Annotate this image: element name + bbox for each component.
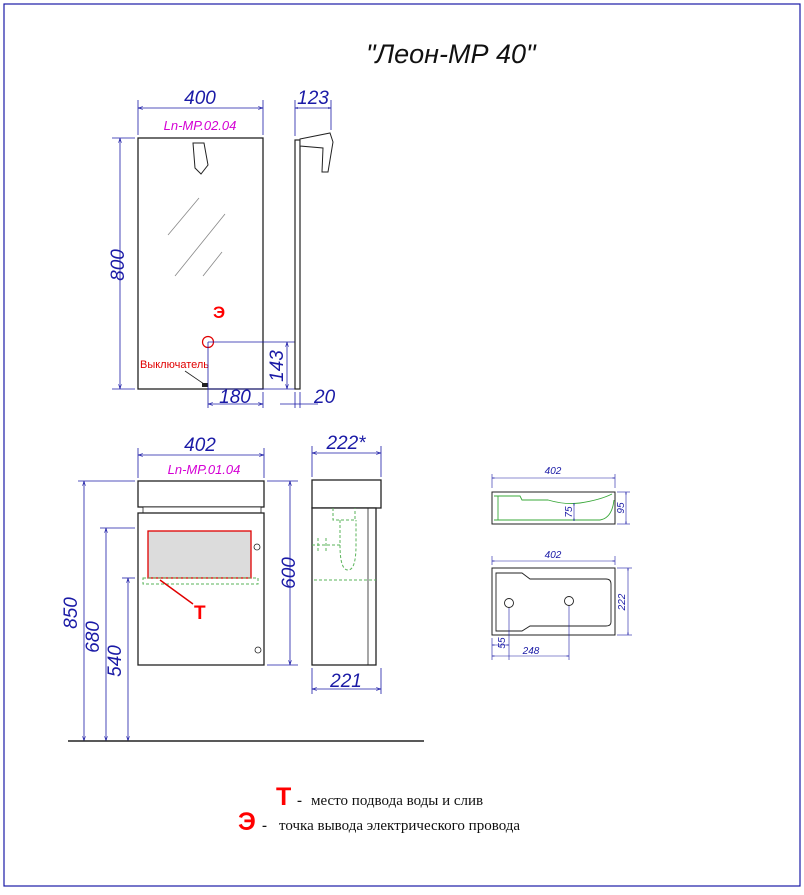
page-border — [4, 4, 800, 886]
legend-separator: - — [262, 818, 267, 834]
mirror-front-view — [108, 88, 295, 408]
socket-height-label: 143 — [267, 350, 288, 382]
cabinet-side-body — [312, 508, 376, 665]
switch-label: Выключатель — [140, 359, 210, 371]
sink-bowl-depth-label: 75 — [564, 506, 575, 518]
hole-offset-label: 55 — [497, 637, 508, 649]
legend-marker-water: Т — [276, 783, 292, 811]
cabinet-depth-bottom-label: 221 — [330, 671, 362, 692]
drain-offset-label: 248 — [522, 646, 540, 657]
sink-side — [312, 480, 381, 508]
cabinet-side-view — [312, 433, 381, 694]
cabinet-code: Ln-MP.01.04 — [167, 462, 241, 477]
cabinet-width-label: 402 — [184, 435, 216, 456]
water-marker-label: Т — [194, 603, 206, 624]
legend-item-electric — [238, 808, 520, 836]
mirror-width-label: 400 — [184, 88, 216, 109]
mirror-body — [138, 138, 263, 389]
sink-front-height-label: 95 — [616, 502, 627, 514]
legend-text-water: место подвода воды и слив — [311, 793, 484, 809]
mirror-side-body — [295, 140, 300, 389]
sink-front-section — [492, 466, 630, 524]
total-height-label: 850 — [61, 597, 82, 629]
water-niche — [148, 531, 251, 578]
mirror-height-label: 800 — [108, 249, 129, 281]
sink-top-view — [492, 550, 632, 660]
legend-item-water — [276, 783, 483, 811]
sink-rim — [143, 507, 261, 513]
mirror-depth-label: 123 — [297, 88, 329, 109]
height-680-label: 680 — [83, 621, 104, 653]
frame-depth-label: 20 — [314, 387, 336, 408]
mirror-side-view — [280, 88, 336, 408]
sink-top-width-label: 402 — [544, 550, 562, 561]
lamp-side-icon — [300, 133, 333, 172]
legend-separator: - — [297, 793, 302, 809]
cabinet-height-label: 600 — [279, 557, 300, 589]
height-540-label: 540 — [105, 645, 126, 677]
mirror-code: Ln-MP.02.04 — [163, 118, 237, 133]
sink-front — [138, 481, 264, 507]
legend-marker-electric: Э — [238, 808, 256, 836]
socket-marker-label: Э — [213, 303, 226, 322]
legend — [238, 783, 520, 836]
sink-front-width-label: 402 — [544, 466, 562, 477]
sink-top-depth-label: 222 — [617, 593, 628, 611]
socket-offset-label: 180 — [219, 387, 251, 408]
cabinet-depth-top-label: 222* — [326, 433, 366, 454]
legend-text-electric: точка вывода электрического провода — [279, 818, 521, 834]
page-title: "Леон-МР 40" — [366, 39, 536, 69]
